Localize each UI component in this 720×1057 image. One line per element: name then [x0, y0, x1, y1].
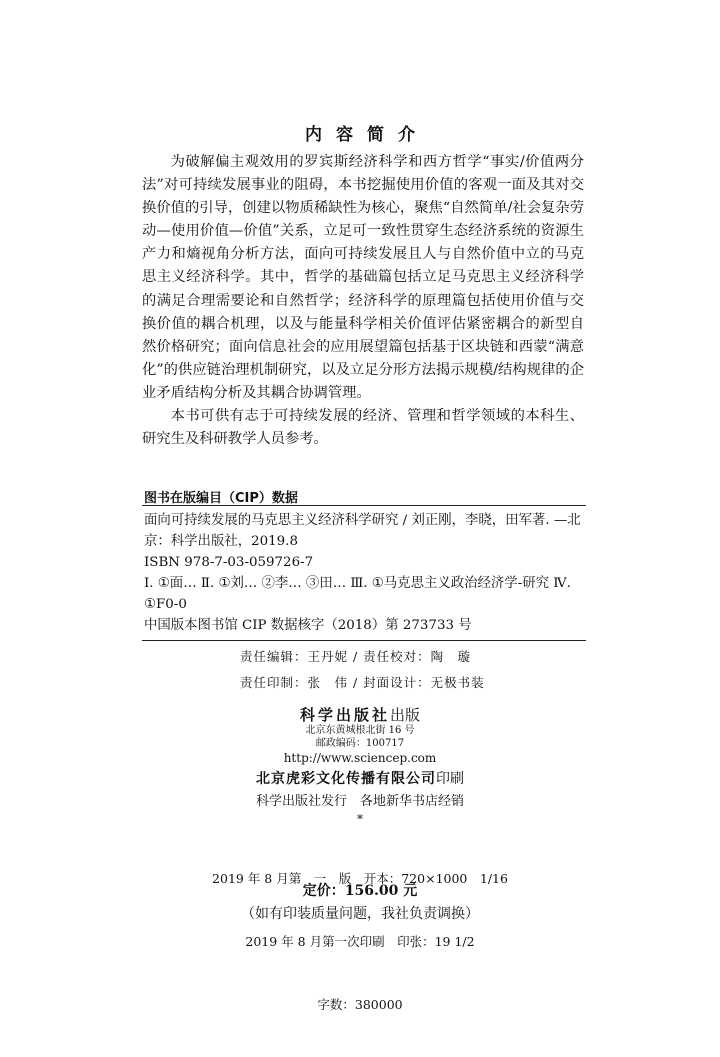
separator-star: * — [357, 812, 363, 826]
spec-line: 2019 年 8 月第一次印刷 印张：19 1/2 — [245, 934, 475, 949]
publisher-name-text: 科学出版社 — [299, 706, 390, 724]
editor-credit-line: 责任印制：张 伟 / 封面设计：无极书装 — [240, 675, 485, 690]
cip-title-line: 面向可持续发展的马克思主义经济科学研究 / 刘正刚，李晓，田军著. —北京：科学出版社，2019.8 — [144, 513, 581, 549]
cip-top-rule — [142, 505, 586, 506]
distribution-info: 科学出版社发行 各地新华书店经销 — [255, 794, 464, 809]
publisher-address: 北京东黄城根北街 16 号 — [305, 725, 415, 736]
printer-name-suffix: 印刷 — [436, 771, 464, 787]
publisher-name — [0, 704, 720, 725]
page-title: 内容简介 — [305, 125, 429, 145]
cip-isbn-line: ISBN 978-7-03-059726-7 — [144, 555, 314, 570]
spec-line: 字数：380000 — [317, 997, 403, 1012]
cip-bottom-rule — [142, 640, 586, 641]
cip-block — [144, 510, 582, 636]
cip-classification-line: Ⅰ. ①面… Ⅱ. ①刘… ②李… ③田… Ⅲ. ①马克思主义政治经济学-研究 Ⅳ. ①F0-0 — [144, 576, 571, 612]
edition-specs — [0, 826, 720, 1057]
spec-line: 2019 年 8 月第 一 版 开本：720×1000 1/16 — [212, 871, 508, 886]
publisher-address-block — [0, 724, 720, 750]
cip-record-number: 中国版本图书馆 CIP 数据核字（2018）第 273733 号 — [144, 618, 472, 633]
cip-header: 图书在版编目（CIP）数据 — [144, 491, 298, 506]
publisher-url: http://www.sciencep.com — [283, 751, 437, 765]
printer-name-text: 北京虎彩文化传播有限公司 — [256, 771, 436, 787]
summary-section — [142, 151, 584, 451]
quality-notice: （如有印装质量问题，我社负责调换） — [241, 906, 479, 922]
publisher-name-suffix: 出版 — [390, 706, 421, 724]
price: 定价：156.00 元 — [302, 883, 418, 899]
summary-paragraph: 为破解偏主观效用的罗宾斯经济科学和西方哲学“事实/价值两分法”对可持续发展事业的阻碍，本书挖掘使用价值的客观一面及其对交换价值的引导，创建以物质稀缺性为核心，聚焦“自然简单/社会复杂劳动—使用价值—价值”关系，立足可一致性贯穿生态经济系统的资源生产力和熵视角分析方法，面向可持续发展且人与自然价值中立的马克思主义经济科学。其中，哲学的基础篇包括立足马克思主义经济科学的满足合理需要论和自然哲学；经济科学的原理篇包括使用价值与交换价值的耦合机理，以及与能量科学相关价值评估紧密耦合的新型自然价格研究；面向信息社会的应用展望篇包括基于区块链和西蒙“满意化”的供应链治理机制研究，以及立足分形方法揭示规模/结构规律的企业矛盾结构分析及其耦合协调管理。 — [142, 154, 584, 401]
printer-name — [0, 768, 720, 788]
summary-paragraph: 本书可供有志于可持续发展的经济、管理和哲学领域的本科生、研究生及科研教学人员参考。 — [142, 408, 584, 448]
editors-credits — [240, 644, 485, 696]
publisher-postcode: 邮政编码：100717 — [315, 738, 405, 749]
editor-credit-line: 责任编辑：王丹妮 / 责任校对：陶 璇 — [240, 649, 472, 664]
